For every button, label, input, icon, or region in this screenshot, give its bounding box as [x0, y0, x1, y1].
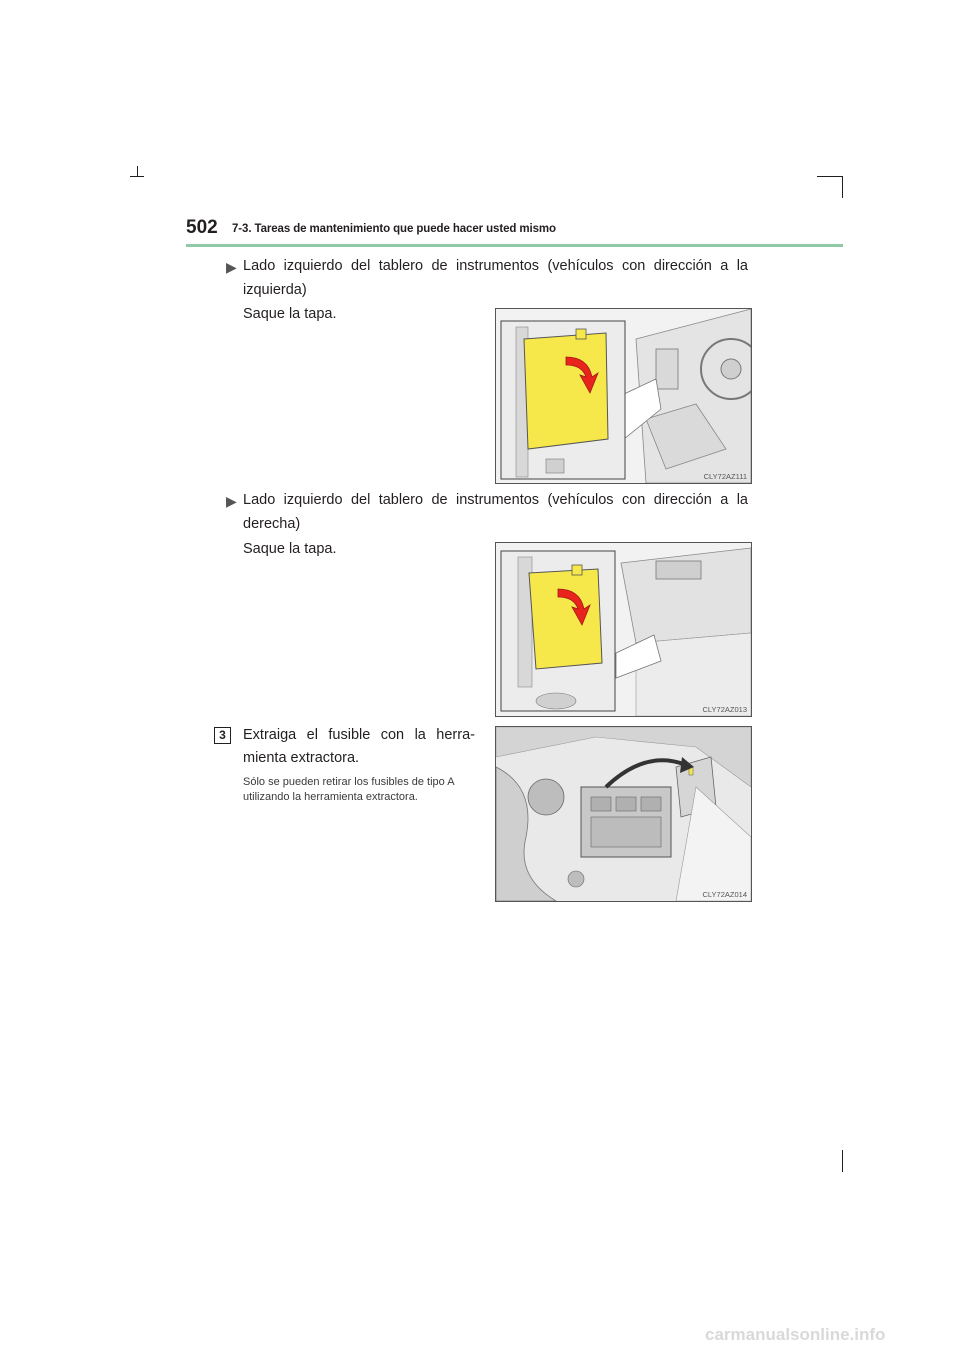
watermark: carmanualsonline.info	[705, 1325, 886, 1344]
bullet-arrow-icon: ▶	[226, 493, 237, 509]
figure-rhd-cover	[495, 542, 752, 717]
step-number: 3	[214, 727, 231, 744]
item-text: Lado izquierdo del tablero de instrumentos (vehículos con dirección a la derecha)	[243, 492, 748, 532]
crop-mark	[817, 176, 843, 177]
header-rule	[186, 244, 843, 247]
figure-code: CLY72AZ013	[702, 705, 747, 714]
item-instruction: Saque la tapa.	[243, 306, 337, 322]
step-note: Sólo se pueden retirar los fusibles de tipo A utilizando la herramienta extractora.	[243, 776, 454, 803]
figure-code: CLY72AZ014	[702, 890, 747, 899]
item-text: Lado izquierdo del tablero de instrumentos (vehículos con dirección a la izquierda)	[243, 258, 748, 298]
figure-lhd-cover	[495, 308, 752, 484]
crop-mark	[130, 176, 144, 177]
crop-mark	[137, 166, 138, 176]
page-number: 502	[186, 217, 218, 238]
figure-code: CLY72AZ111	[703, 472, 747, 481]
section-title: 7-3. Tareas de mantenimiento que puede hacer usted mismo	[232, 223, 556, 235]
bullet-arrow-icon: ▶	[226, 259, 237, 275]
step-text: Extraiga el fusible con la herra-mienta extractora.	[243, 727, 475, 766]
figure-engine-fuse-box	[495, 726, 752, 902]
crop-mark	[842, 1150, 843, 1172]
crop-mark	[842, 176, 843, 198]
item-instruction: Saque la tapa.	[243, 541, 337, 557]
